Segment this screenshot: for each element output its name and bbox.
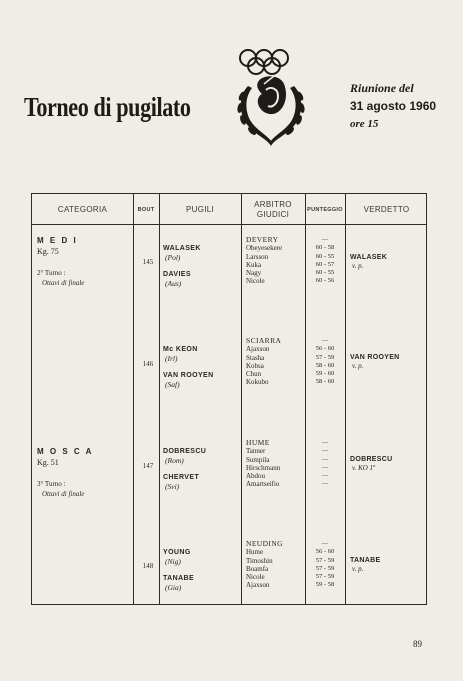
score-value: — bbox=[321, 480, 329, 488]
judge-name: Hume bbox=[246, 548, 264, 557]
category-name: M E D I bbox=[37, 236, 78, 245]
category-weight: Kg. 75 bbox=[37, 247, 59, 256]
score-value: 59 - 60 bbox=[315, 370, 335, 378]
referee-name: SCIARRA bbox=[246, 336, 282, 345]
category-phase: Ottavi di finale bbox=[42, 279, 85, 287]
boxer-2 bbox=[163, 270, 191, 288]
officials-list bbox=[246, 337, 281, 387]
judge-name: Ajaxson bbox=[246, 581, 270, 590]
header-bout: BOUT bbox=[137, 206, 155, 213]
header-pugili: PUGILI bbox=[185, 204, 215, 214]
boxer-country: (Saf) bbox=[165, 380, 180, 389]
header-categoria: CATEGORIA bbox=[57, 204, 108, 214]
boxer-name: DAVIES bbox=[163, 271, 191, 278]
boxer-name: CHERVET bbox=[163, 474, 200, 481]
olympic-boxing-emblem-icon bbox=[228, 46, 314, 152]
category-block bbox=[37, 236, 84, 288]
boxer-country: (Pol) bbox=[165, 253, 181, 262]
verdict bbox=[350, 455, 392, 473]
officials-list bbox=[246, 236, 282, 286]
score-value: — bbox=[321, 463, 329, 471]
score-value: 57 - 59 bbox=[315, 564, 335, 572]
score-value: 56 - 60 bbox=[315, 345, 335, 353]
score-value: 60 - 55 bbox=[315, 269, 335, 277]
category-phase: Ottavi di finale bbox=[42, 490, 85, 498]
column-divider bbox=[345, 194, 346, 604]
score-value: 57 - 59 bbox=[315, 556, 335, 564]
verdict bbox=[350, 253, 387, 271]
category-weight: Kg. 51 bbox=[37, 458, 59, 467]
boxer-2 bbox=[163, 473, 199, 491]
officials-list bbox=[246, 439, 280, 489]
boxer-country: (Nig) bbox=[165, 557, 181, 566]
score-value: 60 - 57 bbox=[315, 260, 335, 268]
score-value: 57 - 59 bbox=[315, 573, 335, 581]
win-method: v. p. bbox=[352, 262, 364, 270]
win-method: v. p. bbox=[352, 362, 364, 370]
header-punteggio: PUNTEGGIO bbox=[307, 206, 343, 213]
column-divider bbox=[241, 194, 242, 604]
header-arbitro-giudici bbox=[241, 194, 305, 225]
score-value: 57 - 59 bbox=[315, 353, 335, 361]
winner-name: TANABE bbox=[350, 557, 381, 564]
results-table bbox=[31, 193, 427, 605]
boxer-2 bbox=[163, 574, 194, 592]
column-divider bbox=[133, 194, 134, 604]
boxer-1 bbox=[163, 548, 191, 566]
meeting-label: Riunione del bbox=[350, 81, 414, 95]
page-number: 89 bbox=[413, 639, 422, 649]
score-value: — bbox=[321, 447, 329, 455]
boxer-name: Mc KEON bbox=[163, 346, 198, 353]
winner-name: WALASEK bbox=[350, 254, 388, 261]
judge-name: Amartseifio bbox=[246, 480, 280, 489]
boxer-1 bbox=[163, 447, 206, 465]
score-value: 58 - 60 bbox=[315, 361, 335, 369]
bout-number: 145 bbox=[142, 258, 154, 266]
bout-number: 146 bbox=[142, 360, 154, 368]
score-value: 60 - 56 bbox=[315, 277, 335, 285]
officials-list bbox=[246, 540, 283, 590]
header-giudici: GIUDICI bbox=[256, 209, 290, 219]
meeting-date: 31 agosto 1960 bbox=[350, 99, 437, 113]
judge-name: Boamfa bbox=[246, 564, 269, 573]
judge-name: Nagy bbox=[246, 269, 262, 278]
judge-name: Chun bbox=[246, 370, 262, 379]
score-value: — bbox=[321, 439, 329, 446]
score-value: — bbox=[321, 540, 329, 547]
header-arbitro: ARBITRO bbox=[254, 199, 292, 209]
page-title: Torneo di pugilato bbox=[24, 92, 191, 122]
category-turn: 3° Turno : bbox=[37, 480, 66, 488]
boxer-country: (Aus) bbox=[165, 279, 182, 288]
boxer-name: DOBRESCU bbox=[163, 448, 207, 455]
score-value: — bbox=[321, 236, 329, 243]
winner-name: DOBRESCU bbox=[350, 456, 393, 463]
judge-name: Tanner bbox=[246, 447, 266, 456]
judge-name: Stasha bbox=[246, 353, 265, 362]
scores-list bbox=[308, 439, 342, 489]
boxer-1 bbox=[163, 244, 201, 262]
judge-name: Abdou bbox=[246, 472, 266, 481]
boxer-name: YOUNG bbox=[163, 549, 191, 556]
win-method: v. p. bbox=[352, 565, 364, 573]
verdict bbox=[350, 353, 400, 371]
score-value: — bbox=[321, 337, 329, 344]
win-method: v. KO 1ª bbox=[352, 464, 375, 472]
score-value: 60 - 55 bbox=[315, 252, 335, 260]
column-divider bbox=[159, 194, 160, 604]
score-value: 59 - 58 bbox=[315, 581, 335, 589]
meeting-info bbox=[350, 79, 436, 133]
score-value: 58 - 60 bbox=[315, 378, 335, 386]
referee-name: NEUDING bbox=[246, 539, 283, 548]
boxer-country: (Gia) bbox=[165, 583, 182, 592]
score-value: — bbox=[321, 455, 329, 463]
boxer-name: WALASEK bbox=[163, 245, 201, 252]
boxer-name: TANABE bbox=[163, 575, 195, 582]
judge-name: Obeyesekere bbox=[246, 244, 283, 253]
boxer-name: VAN ROOYEN bbox=[163, 372, 214, 379]
referee-name: HUME bbox=[246, 438, 270, 447]
boxer-country: (Rom) bbox=[165, 456, 184, 465]
judge-name: Ajaxson bbox=[246, 345, 270, 354]
column-divider bbox=[305, 194, 306, 604]
winner-name: VAN ROOYEN bbox=[350, 354, 400, 361]
judge-name: Nicole bbox=[246, 277, 265, 286]
boxer-country: (Irl) bbox=[165, 354, 178, 363]
category-name: M O S C A bbox=[37, 447, 94, 456]
scores-list bbox=[308, 236, 342, 286]
judge-name: Sumpila bbox=[246, 455, 270, 464]
meeting-time: ore 15 bbox=[350, 118, 379, 130]
judge-name: Timoshin bbox=[246, 556, 273, 565]
referee-name: DEVERY bbox=[246, 235, 279, 244]
category-block bbox=[37, 447, 93, 499]
scores-list bbox=[308, 540, 342, 590]
judge-name: Kobsa bbox=[246, 361, 264, 370]
category-turn: 2° Turno : bbox=[37, 269, 66, 277]
judge-name: Kokubo bbox=[246, 378, 269, 387]
scores-list bbox=[308, 337, 342, 387]
boxer-1 bbox=[163, 345, 198, 363]
header-verdetto: VERDETTO bbox=[363, 204, 410, 214]
judge-name: Hirschmann bbox=[246, 463, 281, 472]
verdict bbox=[350, 556, 380, 574]
judge-name: Nicole bbox=[246, 573, 265, 582]
boxer-2 bbox=[163, 371, 214, 389]
score-value: — bbox=[321, 472, 329, 480]
score-value: 56 - 60 bbox=[315, 548, 335, 556]
boxer-country: (Svi) bbox=[165, 482, 180, 491]
bout-number: 148 bbox=[142, 562, 154, 570]
score-value: 60 - 58 bbox=[315, 244, 335, 252]
bout-number: 147 bbox=[142, 462, 154, 470]
judge-name: Kuka bbox=[246, 260, 262, 269]
judge-name: Larsson bbox=[246, 252, 269, 261]
